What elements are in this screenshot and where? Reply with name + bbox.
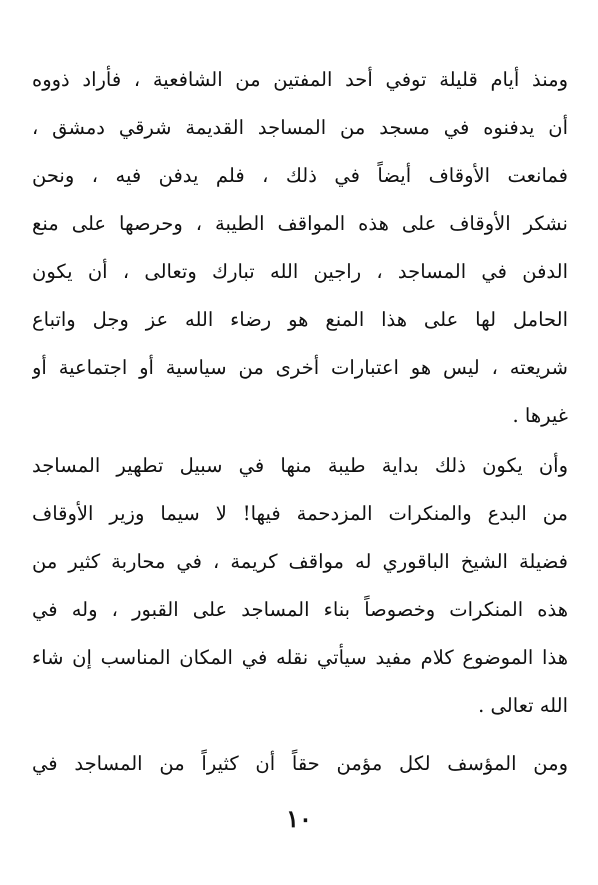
paragraph-3 — [32, 740, 568, 788]
text-line: شريعته ، ليس هو اعتبارات أخرى من سياسية أو اجتماعية أو — [32, 356, 568, 379]
page-number: ١٠ — [286, 804, 312, 833]
text-line: أن يدفنوه في مسجد من المساجد القديمة شرقي دمشق ، — [32, 116, 568, 139]
text-line: غيرها . — [512, 404, 568, 427]
text-line: الله تعالى . — [478, 694, 568, 717]
text-line: ومن المؤسف لكل مؤمن حقاً أن كثيراً من المساجد في — [32, 752, 568, 775]
text-line: الدفن في المساجد ، راجين الله تبارك وتعالى ، أن يكون — [32, 260, 568, 283]
text-line: فمانعت الأوقاف أيضاً في ذلك ، فلم يدفن فيه ، ونحن — [32, 164, 568, 187]
text-line: وأن يكون ذلك بداية طيبة منها في سبيل تطهير المساجد — [32, 454, 568, 477]
text-line: هذا الموضوع كلام مفيد سيأتي نقله في المكان المناسب إن شاء — [32, 646, 568, 669]
text-line: من البدع والمنكرات المزدحمة فيها! لا سيما وزير الأوقاف — [32, 502, 568, 525]
text-line: الحامل لها على هذا المنع هو رضاء الله عز وجل واتباع — [32, 308, 568, 331]
text-line: ومنذ أيام قليلة توفي أحد المفتين من الشافعية ، فأراد ذووه — [32, 68, 568, 91]
paragraph-2 — [32, 442, 568, 730]
paragraph-1 — [32, 56, 568, 440]
text-line: نشكر الأوقاف على هذه المواقف الطيبة ، وحرصها على منع — [32, 212, 568, 235]
text-line: فضيلة الشيخ الباقوري له مواقف كريمة ، في محاربة كثير من — [32, 550, 568, 573]
text-line: هذه المنكرات وخصوصاً بناء المساجد على القبور ، وله في — [32, 598, 568, 621]
